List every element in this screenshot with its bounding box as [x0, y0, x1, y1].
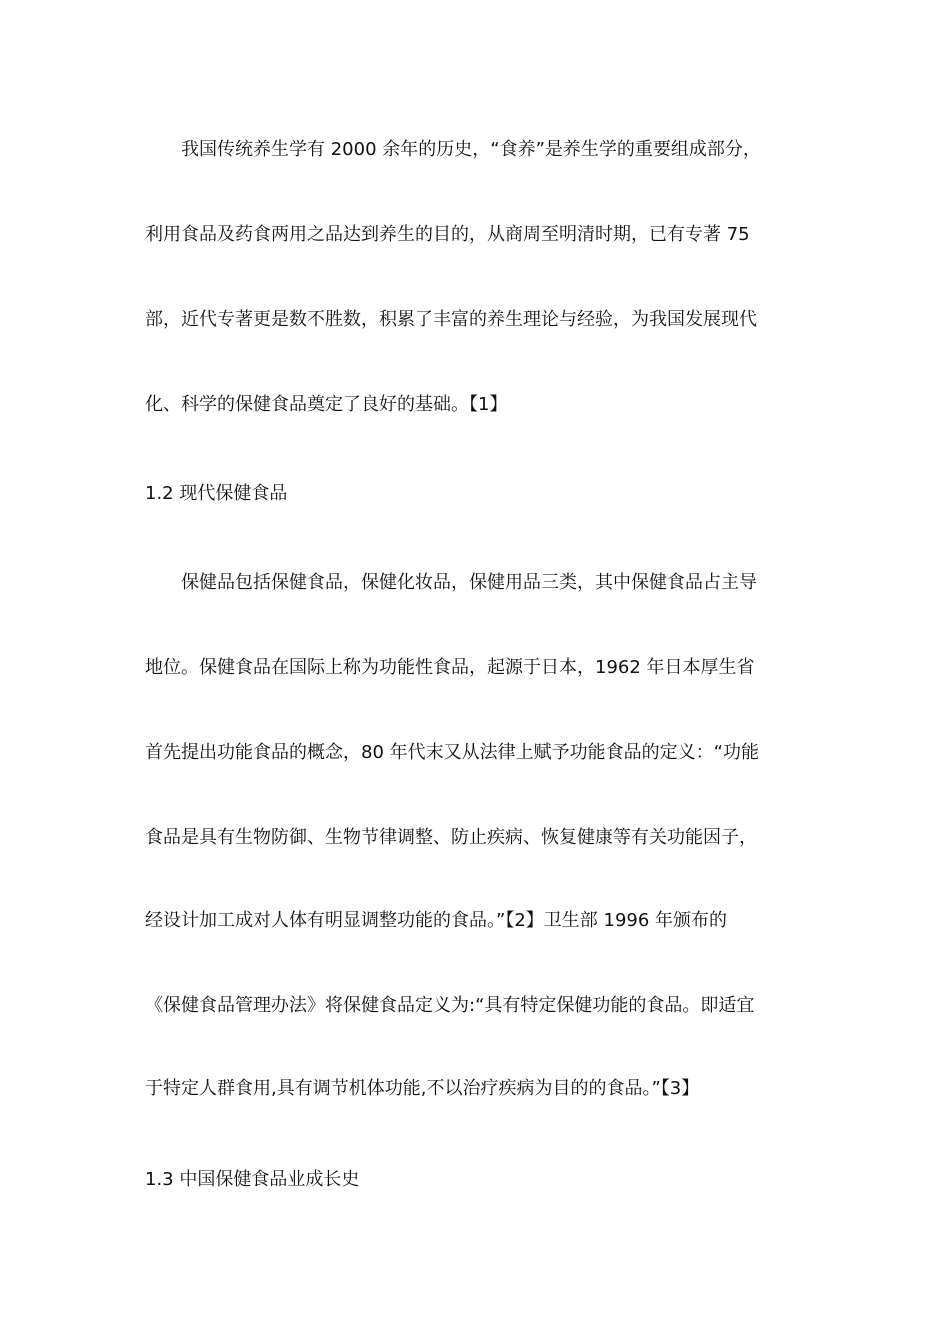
paragraph-line: 经设计加工成对人体有明显调整功能的食品。”【2】卫生部 1996 年颁布的	[145, 910, 728, 931]
paragraph-line: 于特定人群食用,具有调节机体功能,不以治疗疾病为目的的食品。”【3】	[145, 1078, 700, 1099]
paragraph-line: 首先提出功能食品的概念，80 年代末又从法律上赋予功能食品的定义：“功能	[145, 742, 759, 763]
section-heading: 1.3 中国保健食品业成长史	[145, 1169, 360, 1190]
paragraph-line: 化、科学的保健食品奠定了良好的基础。【1】	[145, 394, 508, 415]
paragraph-line: 保健品包括保健食品，保健化妆品，保健用品三类，其中保健食品占主导	[181, 572, 757, 593]
paragraph-line: 利用食品及药食两用之品达到养生的目的，从商周至明清时期，已有专著 75	[145, 224, 750, 245]
paragraph-line: 我国传统养生学有 2000 余年的历史，“食养”是养生学的重要组成部分，	[181, 139, 761, 160]
paragraph-line: 《保健食品管理办法》将保健食品定义为:“具有特定保健功能的食品。即适宜	[145, 995, 755, 1016]
section-heading: 1.2 现代保健食品	[145, 483, 288, 504]
paragraph-line: 地位。保健食品在国际上称为功能性食品，起源于日本，1962 年日本厚生省	[145, 657, 755, 678]
paragraph-line: 食品是具有生物防御、生物节律调整、防止疾病、恢复健康等有关功能因子，	[145, 827, 757, 848]
paragraph-line: 部，近代专著更是数不胜数，积累了丰富的养生理论与经验，为我国发展现代	[145, 309, 757, 330]
